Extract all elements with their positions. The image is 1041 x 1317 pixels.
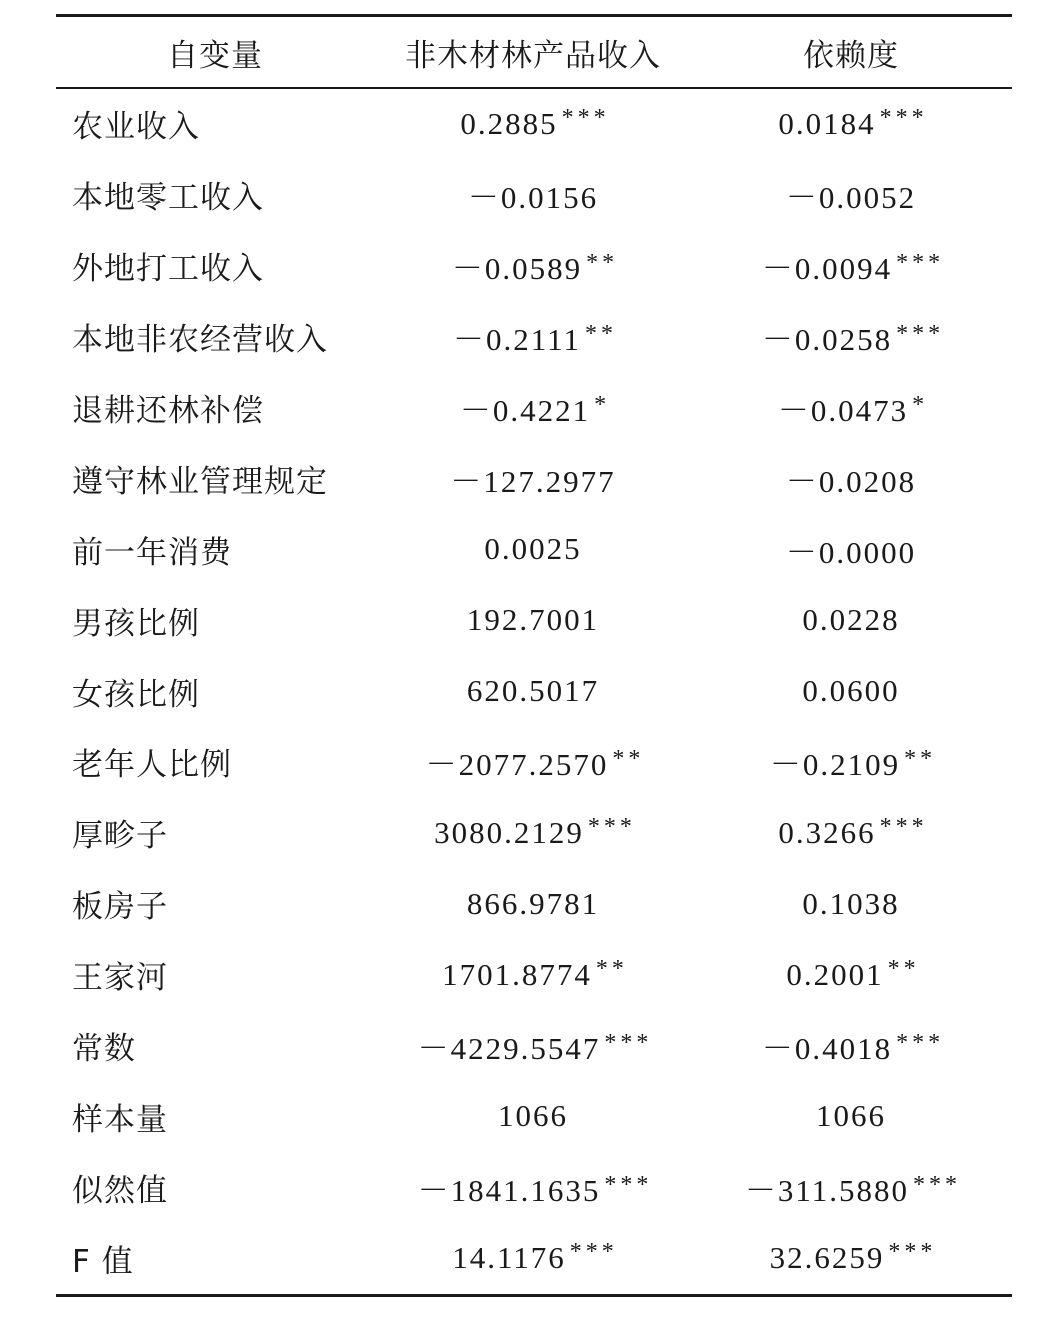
dependency-value: －0.0000 bbox=[785, 534, 917, 570]
income-value-cell bbox=[376, 673, 694, 709]
table-row bbox=[56, 301, 1012, 372]
table-row bbox=[56, 443, 1012, 514]
income-significance: ** bbox=[584, 321, 617, 348]
dependency-significance: * bbox=[912, 392, 929, 418]
row-label: 女孩比例 bbox=[72, 676, 200, 713]
table-body bbox=[56, 89, 1012, 1294]
table-row bbox=[56, 514, 1012, 585]
table-row bbox=[56, 1152, 1012, 1223]
income-value-cell bbox=[376, 886, 694, 922]
dependency-significance: *** bbox=[879, 813, 928, 840]
row-label: 厚畛子 bbox=[72, 818, 168, 855]
dependency-significance: *** bbox=[896, 1030, 945, 1057]
dependency-value: －0.0473 bbox=[777, 393, 909, 428]
income-significance: * bbox=[594, 392, 611, 418]
row-label: 老年人比例 bbox=[72, 747, 232, 784]
dependency-value-cell bbox=[694, 106, 1012, 142]
dependency-significance: *** bbox=[879, 104, 928, 131]
dependency-value: －0.2109 bbox=[769, 747, 901, 783]
income-value-cell bbox=[376, 106, 694, 142]
dependency-value-cell bbox=[694, 385, 1012, 430]
dependency-value: 0.0228 bbox=[802, 602, 900, 638]
dependency-value: 0.3266 bbox=[778, 814, 876, 850]
table-row bbox=[56, 939, 1012, 1010]
regression-table bbox=[56, 14, 1012, 1297]
income-value-cell bbox=[376, 385, 694, 430]
table-row bbox=[56, 159, 1012, 230]
income-value: 1066 bbox=[498, 1098, 568, 1134]
income-value-cell bbox=[376, 314, 694, 359]
income-value-cell bbox=[376, 957, 694, 993]
table-row bbox=[56, 89, 1012, 160]
income-value: －0.0589 bbox=[451, 251, 583, 287]
dependency-value: －0.0208 bbox=[785, 463, 917, 499]
income-significance: *** bbox=[587, 813, 636, 840]
dependency-value: 32.6259 bbox=[769, 1240, 885, 1276]
income-significance: ** bbox=[612, 746, 645, 773]
dependency-value-cell bbox=[694, 243, 1012, 288]
row-label: 农业收入 bbox=[72, 109, 200, 146]
dependency-value-cell bbox=[694, 1240, 1012, 1276]
income-significance: ** bbox=[586, 250, 619, 277]
row-label: 常数 bbox=[72, 1031, 136, 1068]
income-value: －2077.2570 bbox=[425, 747, 609, 783]
income-value-cell bbox=[376, 172, 694, 217]
income-significance: *** bbox=[604, 1030, 653, 1057]
income-value: 192.7001 bbox=[466, 602, 600, 638]
income-value: －1841.1635 bbox=[417, 1172, 601, 1208]
dependency-value: －0.0052 bbox=[785, 180, 917, 216]
income-value: 3080.2129 bbox=[434, 814, 584, 850]
dependency-significance: ** bbox=[904, 746, 937, 773]
dependency-value: －311.5880 bbox=[744, 1172, 910, 1208]
header-variable: 自变量 bbox=[167, 37, 263, 74]
dependency-value: 0.2001 bbox=[786, 956, 884, 992]
income-value-cell bbox=[376, 1165, 694, 1210]
dependency-value-cell bbox=[694, 886, 1012, 922]
table-row bbox=[56, 1010, 1012, 1081]
income-value-cell bbox=[376, 739, 694, 784]
dependency-value: 1066 bbox=[816, 1098, 886, 1134]
income-significance: *** bbox=[604, 1171, 653, 1198]
table-row bbox=[56, 727, 1012, 798]
row-label: F 值 bbox=[72, 1243, 134, 1280]
income-value: 1701.8774 bbox=[442, 956, 592, 992]
dependency-significance: *** bbox=[896, 250, 945, 277]
income-value: 620.5017 bbox=[466, 673, 600, 709]
income-value: 14.1176 bbox=[452, 1240, 566, 1276]
row-label: 板房子 bbox=[72, 889, 168, 926]
dependency-value: 0.0600 bbox=[802, 673, 900, 709]
dependency-significance: *** bbox=[896, 321, 945, 348]
dependency-value: －0.0094 bbox=[761, 251, 893, 287]
table-row bbox=[56, 1081, 1012, 1152]
income-value: －127.2977 bbox=[450, 463, 616, 499]
income-significance: *** bbox=[569, 1239, 618, 1266]
income-value-cell bbox=[376, 1240, 694, 1276]
dependency-value-cell bbox=[694, 673, 1012, 709]
row-label: 男孩比例 bbox=[72, 605, 200, 642]
income-value-cell bbox=[376, 456, 694, 501]
dependency-value-cell bbox=[694, 957, 1012, 993]
row-label: 遵守林业管理规定 bbox=[72, 463, 328, 500]
income-value-cell bbox=[376, 602, 694, 638]
row-label: 王家河 bbox=[72, 960, 168, 997]
row-label: 退耕还林补偿 bbox=[72, 393, 264, 429]
table-row bbox=[56, 230, 1012, 301]
dependency-value-cell bbox=[694, 172, 1012, 217]
dependency-significance: ** bbox=[887, 955, 920, 982]
dependency-significance: *** bbox=[913, 1171, 962, 1198]
dependency-value: －0.0258 bbox=[761, 322, 893, 358]
dependency-value-cell bbox=[694, 739, 1012, 784]
row-label: 本地非农经营收入 bbox=[72, 322, 328, 359]
dependency-value: 0.1038 bbox=[802, 885, 900, 921]
row-label: 样本量 bbox=[72, 1101, 168, 1138]
income-value: 866.9781 bbox=[466, 885, 600, 921]
dependency-value-cell bbox=[694, 602, 1012, 638]
income-value: －4229.5547 bbox=[417, 1031, 601, 1067]
income-value-cell bbox=[376, 1023, 694, 1068]
bottom-rule bbox=[56, 1294, 1012, 1297]
income-value: 0.2885 bbox=[460, 105, 558, 141]
dependency-value: 0.0184 bbox=[778, 105, 876, 141]
header-income: 非木材林产品收入 bbox=[405, 37, 661, 74]
table-row bbox=[56, 1223, 1012, 1294]
income-significance: ** bbox=[595, 955, 628, 982]
dependency-value-cell bbox=[694, 1023, 1012, 1068]
dependency-value: －0.4018 bbox=[761, 1031, 893, 1067]
income-value: －0.0156 bbox=[467, 180, 599, 216]
dependency-significance: *** bbox=[888, 1239, 937, 1266]
row-label: 似然值 bbox=[72, 1172, 168, 1209]
income-value-cell bbox=[376, 243, 694, 288]
header-row bbox=[56, 17, 1012, 87]
row-label: 前一年消费 bbox=[72, 534, 232, 571]
dependency-value-cell bbox=[694, 1165, 1012, 1210]
dependency-value-cell bbox=[694, 314, 1012, 359]
income-value: 0.0025 bbox=[484, 531, 582, 567]
income-value-cell bbox=[376, 1098, 694, 1134]
table-row bbox=[56, 585, 1012, 656]
income-value-cell bbox=[376, 531, 694, 567]
dependency-value-cell bbox=[694, 1098, 1012, 1134]
dependency-value-cell bbox=[694, 815, 1012, 851]
income-value: －0.4221 bbox=[459, 393, 591, 428]
row-label: 外地打工收入 bbox=[72, 251, 264, 288]
table-row bbox=[56, 372, 1012, 443]
income-value: －0.2111 bbox=[453, 322, 581, 358]
table-row bbox=[56, 656, 1012, 727]
table-row bbox=[56, 868, 1012, 939]
income-value-cell bbox=[376, 815, 694, 851]
dependency-value-cell bbox=[694, 456, 1012, 501]
row-label: 本地零工收入 bbox=[72, 180, 264, 217]
income-significance: *** bbox=[561, 104, 610, 131]
table-row bbox=[56, 797, 1012, 868]
header-dependency: 依赖度 bbox=[803, 37, 899, 74]
dependency-value-cell bbox=[694, 527, 1012, 572]
